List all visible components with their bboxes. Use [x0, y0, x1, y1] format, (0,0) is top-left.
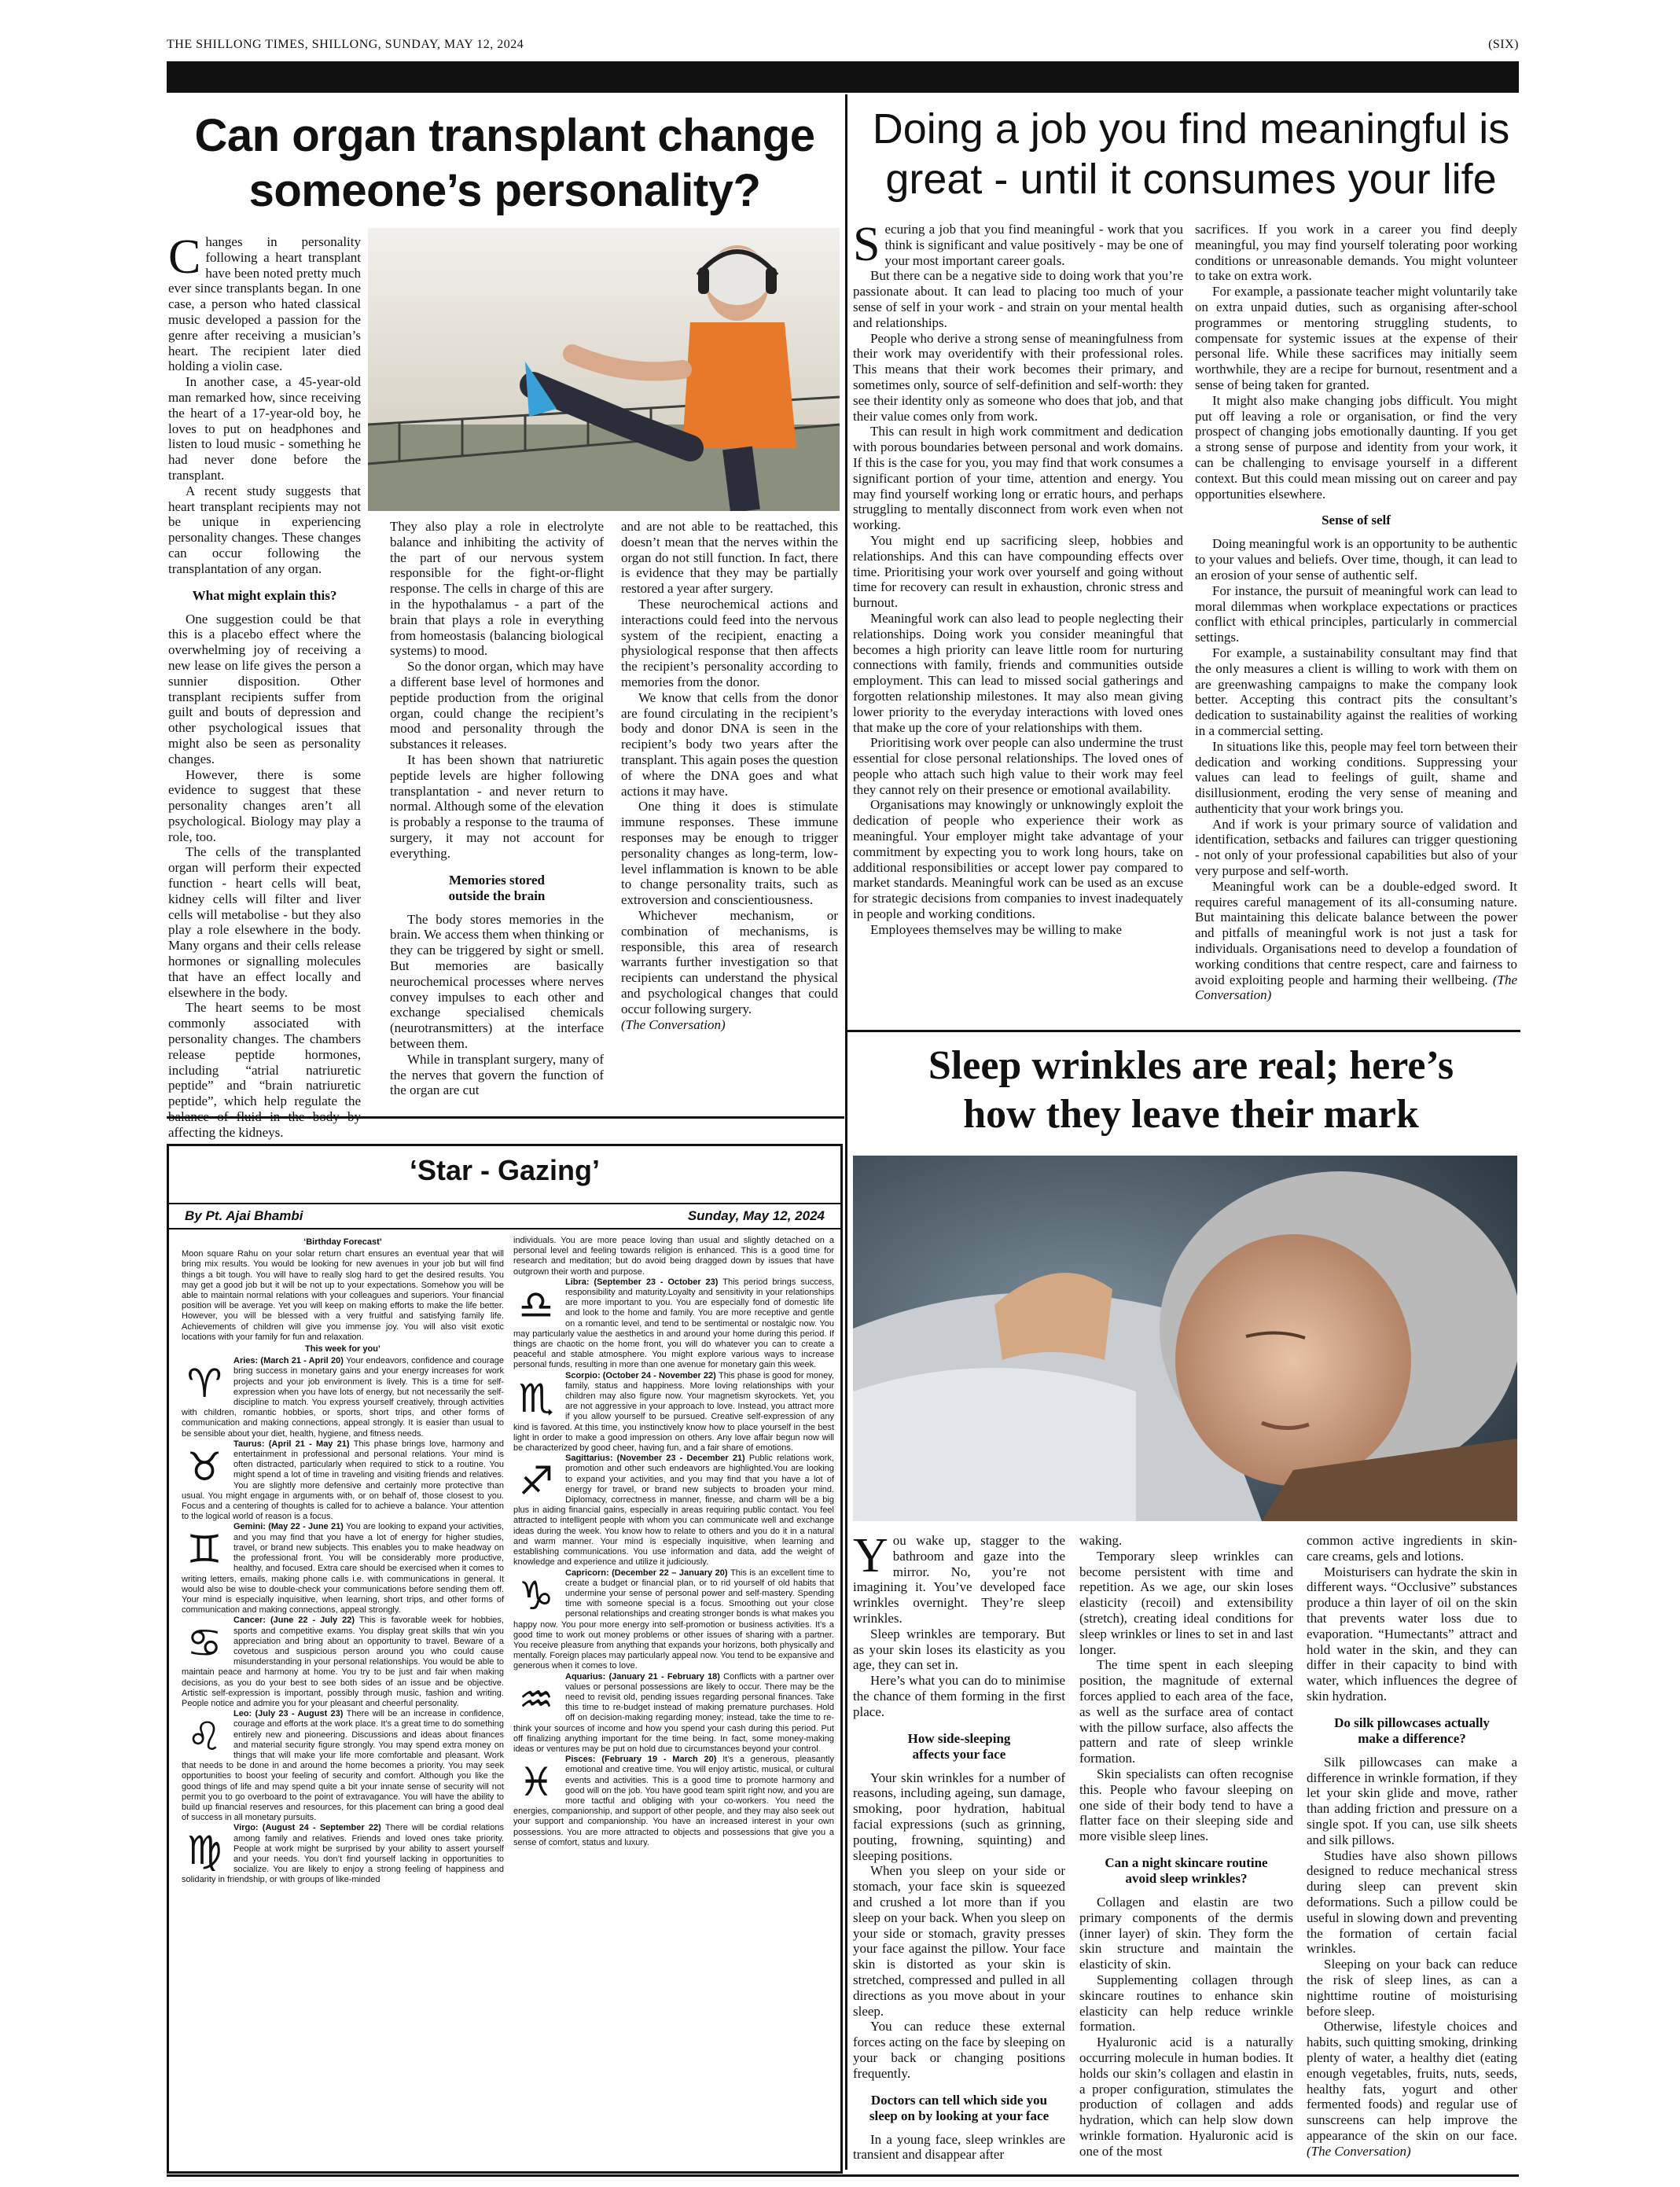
paragraph: Meaningful work can also lead to people neglecting their relationships. Doing work you consider meaningful that becomes a high priority can leave little room for nurturing connections with family, friends and communities outside employment. This can lead to missed social gatherings and forgotten relationship milestones. It may also mean giving lower priority to the everyday interactions with loved ones that make up the core of your relationships with them.: [853, 610, 1183, 735]
sign-text: You are looking to expand your activities, and you may find that you have a lot of energy for higher studies, travel, or brand new subjects. This enables you to make headway on the professional front. You will be considerably more productive, healthy, and focused. Extra care should be exercised when it comes to writing letters, emails, making phone calls i.e. with communications in general. It would also be wise to double-check your communications before sending them off. Your mind is especially inquisitive, when learning, short trips, and other forms of communication and making connections, appeal strongly.: [182, 1522, 504, 1615]
article3-col1: [853, 1529, 1065, 2163]
horoscope-text: individuals. You are more peace loving than usual and slightly detached on a personal level and feeling towards religion is enhanced. This is a good time for research and meditation; but do avoid being dragged down by issues that have outgrown their worth and purpose.: [513, 1236, 834, 1277]
paragraph: In another case, a 45-year-old man remarked how, since receiving the heart of a 17-year-old boy, he loves to put on headphones and listen to loud music - something he had never done before the transplant.: [168, 374, 361, 483]
photo-illustration: [368, 228, 840, 511]
paragraph: Sleep wrinkles are temporary. But as your skin loses its elasticity as you age, they can set in.: [853, 1626, 1065, 1673]
paragraph: For example, a sustainability consultant may find that the only measures a client is willing to work with them on are greenwashing campaigns to make the company look better. Accepting this contract pits the consultant’s dedication to sustainability against the realities of working in a commercial setting.: [1195, 645, 1517, 738]
paragraph: Silk pillowcases can make a difference in wrinkle formation, if they let your skin glide and move, rather than adding friction and pressure on a single spot. If you can, use silk sheets and silk pillows.: [1307, 1754, 1517, 1847]
photo-illustration: [853, 1156, 1517, 1521]
horoscope-entry: [182, 1615, 504, 1709]
article2-col1: [853, 218, 1183, 938]
subheading: Memories stored outside the brain: [448, 872, 546, 903]
paragraph: One thing it does is stimulate immune responses. These immune responses may be enough to trigger personality changes as long-term, low-level inflammation is known to be able to change personality traits, such as extroversion and conscientiousness.: [621, 799, 838, 908]
headline-line: someone’s personality?: [248, 165, 761, 216]
headline-line: Sleep wrinkles are real; here’s: [928, 1043, 1454, 1088]
paragraph: Doing meaningful work is an opportunity to be authentic to your values and beliefs. Over time, though, it can lead to an erosion of your sense of authentic self.: [1195, 536, 1517, 583]
section-divider: [847, 1030, 1520, 1032]
horoscope-entry: [513, 1454, 834, 1568]
paragraph: They also play a role in electrolyte balance and inhibiting the activity of the part of our nervous system responsible for the fight-or-flight response. The cells in charge of this are in the hypothalamus - a part of the brain that plays a role in everything from homeostasis (balancing biological systems) to mood.: [390, 519, 604, 659]
sign-name: Cancer: (June 22 - July 22): [233, 1615, 355, 1626]
subheading: Do silk pillowcases actually make a difference?: [1334, 1715, 1490, 1746]
paragraph: Meaningful work can be a double-edged sword. It requires careful management of its all-consuming nature. But maintaining this delicate balance between the power and pitfalls of meaningful work is not just a task for individuals. Organisations need to develop a foundation of working conditions that centre respect, care and fairness to avoid exploiting people and harming their wellbeing. (The Conversation): [1195, 878, 1517, 1003]
aquarius-icon: ♒: [518, 1676, 554, 1722]
sign-text: There will be an increase in confidence, courage and efforts at the work place. It’s a great time to do something entirely new and pioneering. Discussions and ideas about finances and material security figure strongly. You may spend extra money on things that will make your life more comfortable and pleasant. Work that needs to be done in and around the home becomes a priority. You may seek opportunities to boost your feeling of security and comfort. Although you like the good things of life and may spend quite a bit your innate sense of security will not permit you to go overboard to the point of extravagance. You will have the ability to build up financial reserves and resources, for this placement can bring a good deal of success in all monetary pursuits.: [182, 1709, 504, 1823]
masthead-date: THE SHILLONG TIMES, SHILLONG, SUNDAY, MAY 12, 2024: [167, 38, 524, 51]
paragraph: Your skin wrinkles for a number of reasons, including ageing, sun damage, smoking, poor hydration, habitual facial expressions (such as grinning, pouting, frowning, squinting) and sleeping positions.: [853, 1770, 1065, 1863]
top-black-bar: [167, 61, 1519, 93]
birthday-title: ‘Birthday Forecast’: [303, 1237, 382, 1247]
credit: (The Conversation): [621, 1016, 726, 1032]
credit: (The Conversation): [1195, 972, 1517, 1003]
paragraph: We know that cells from the donor are found circulating in the recipient’s body and donor DNA is seen in the recipient’s body two years after the transplant. This again poses the question of where the DNA goes and what actions it may have.: [621, 689, 838, 799]
paragraph: For example, a passionate teacher might voluntarily take on extra unpaid duties, such as organising after-school programmes or mentoring struggling students, to compensate for systemic issues at the expense of their personal life. While these sacrifices may initially seem worthwhile, they are a recipe for burnout, resentment and a sense of being taken for granted.: [1195, 284, 1517, 392]
drop-cap: C: [168, 230, 201, 284]
subheading: Doctors can tell which side you sleep on by looking at your face: [869, 2092, 1050, 2123]
paragraph: and are not able to be reattached, this doesn’t mean that the nerves within the organ do not still function. In fact, there is evidence that they may be partially restored a year after surgery.: [621, 519, 838, 597]
subheading: What might explain this?: [192, 587, 337, 603]
article3-col2: [1079, 1533, 1293, 2159]
horoscope-entry: [182, 1439, 504, 1523]
horoscope-entry: [182, 1823, 504, 1885]
paragraph: Hyaluronic acid is a naturally occurring molecule in human bodies. It holds our skin’s collagen and elastin in a proper configuration, stimulates the production of collagen and adds hydration, which can help slow down wrinkle formation. Hyaluronic acid is one of the most: [1079, 2034, 1293, 2159]
paragraph: People who derive a strong sense of meaningfulness from their work may overidentify with their professional roles. This means that their work becomes their primary, and sometimes only, source of self-definition and self-worth: they see their identity only as someone who does that job, and that their value comes only from work.: [853, 330, 1183, 424]
paragraph: Whichever mechanism, or combination of mechanisms, is responsible, this area of research warrants further investigation so that recipients can understand the physical and psychological changes that could occur following surgery.: [621, 907, 838, 1016]
sign-name: Gemini: (May 22 - June 21): [233, 1522, 344, 1532]
paragraph: In a young face, sleep wrinkles are transient and disappear after: [853, 2131, 1065, 2163]
article-headline: [849, 104, 1533, 204]
subheading: Can a night skincare routine avoid sleep wrinkles?: [1105, 1854, 1268, 1886]
drop-cap: Y: [853, 1529, 888, 1582]
birthday-forecast: Moon square Rahu on your solar return chart ensures an eventual year that will bring mix results. You would be looking for new avenues in your job but will find things a bit tough. You will have to really slog hard to get the desired results. You may get a good job but it will be not up to your expectations. Somehow you will be able to maintain normal relations with your colleagues and superiors. Your financial position will be average. Yet you will keep on making efforts to make the life better. However, you will be blessed with a very fruitful and satisfying family life. Achievements of children will give you immense joy. You will also visit exotic locations with your family for fun and relaxation.: [182, 1249, 504, 1342]
subheading: Sense of self: [1322, 513, 1391, 528]
article-headline: [849, 1042, 1533, 1139]
paragraph: For instance, the pursuit of meaningful work can lead to moral dilemmas when workplace expectations or practices conflict with ethical principles, particularly in commercial settings.: [1195, 583, 1517, 645]
paragraph: One suggestion could be that this is a placebo effect where the overwhelming joy of receiving a new lease on life gives the person a sunnier disposition. Other transplant recipients suffer from guilt and bouts of depression and other psychological issues that might also be seen as personality changes.: [168, 611, 361, 766]
gemini-icon: ♊: [186, 1527, 222, 1573]
horoscope-col-right: [513, 1236, 834, 1848]
page-number: (SIX): [1488, 38, 1519, 51]
pisces-icon: ♓: [518, 1759, 554, 1806]
paragraph: Securing a job that you find meaningful - work that you think is significant and value positively - may be one of your most important career goals.: [853, 218, 1183, 271]
paragraph: A recent study suggests that heart transplant recipients may not be unique in experiencing personality changes. These changes can occur following the transplantation of any organ.: [168, 483, 361, 576]
article3-col3: [1307, 1533, 1517, 2159]
paragraph: So the donor organ, which may have a different base level of hormones and peptide production from the original organ, could change the recipient’s mood and personality through the substances it releases.: [390, 659, 604, 752]
sign-text: Conflicts with a partner over values or personal possessions are likely to occur. There may be the need to revisit old, pending issues regarding personal finances. Take this time to re-budget instead of making premature purchases. Hold off on decision-making regarding money; instead, take the time to re-think your sources of income and how you spend your cash during this period. Put off finalizing anything important for the time being. In fact, some money-making ideas or ventures may be put on hold due to circumstances beyond your control.: [513, 1671, 834, 1754]
taurus-icon: ♉: [186, 1443, 222, 1490]
sign-name: Aquarius: (January 21 - February 18): [565, 1671, 720, 1682]
paragraph: The body stores memories in the brain. We access them when thinking or they can be triggered by sight or smell. But memories are basically neurochemical processes where nerves convey impulses to each other and exchange specialised chemicals (neurotransmitters) at the interface between them.: [390, 911, 604, 1051]
aries-icon: ♈: [186, 1361, 222, 1407]
sign-text: This phase brings love, harmony and entertainment in professional and personal relations. Your mind is often distracted, particularly when required to stick to a routine. You might spend a lot of time in traveling and visiting friends and relatives. You are slightly more defensive and certainly more protective than usual. You might engage in arguments with, or on behalf of, those closest to you. Focus and a centering of thoughts is called for to achieve a balance. Your attention to the logical world of reason is a focus.: [182, 1439, 504, 1522]
sleeping-woman-photo: [853, 1156, 1517, 1521]
sign-name: Taurus: (April 21 - May 21): [233, 1439, 350, 1449]
sign-text: Your endeavors, confidence and courage bring success in monetary gains and your energy increases for work projects and your job environment is lively. This is a time for self-expression when you have lots of energy, but not necessarily the self-discipline to match. You express yourself creatively, through activities with children, romantic hobbies, or sports, short trips, and other forms of communication and making connections, appeal strongly. It is easier than usual to be sensible about your diet, health, hygiene, and fitness needs.: [182, 1356, 504, 1439]
paragraph: Skin specialists can often recognise this. People who favour sleeping on one side of their body tend to have a flatter face on their sleeping side and more visible sleep lines.: [1079, 1766, 1293, 1844]
sign-text: Public relations work, promotion and other such endeavors are highlighted.You are looking to expand your activities, and you may find that you have a lot of energy for travel, or brand new subjects to broaden your mind. Diplomacy, correctness in manner, finesse, and charm will be a big plus in aiding financial gains, especially in areas requiring public contact. You feel attracted to intelligent people with whom you can communicate well and exchange ideas during the week. You know how to relate to others and you do it in a natural and warm manner. Your mind is especially inquisitive, when learning and establishing communications. You use information and data, add the weight of knowledge and experience and utilize it judiciously.: [513, 1454, 834, 1568]
article1-col2: [390, 519, 604, 1098]
paragraph: Studies have also shown pillows designed to reduce mechanical stress during sleep can prevent skin deformations. Such a pillow could be useful in slowing down and preventing the formation of certain facial wrinkles.: [1307, 1847, 1517, 1957]
paragraph: But there can be a negative side to doing work that you’re passionate about. It can lead to placing too much of your sense of self in your work - and strain on your mental health and relationships.: [853, 268, 1183, 330]
horoscope-entry: [513, 1371, 834, 1454]
sign-text: This is favorable week for hobbies, sports and competitive exams. You display great skills that win you appreciation and bring about an opportunity to travel. Beware of a covetous and suspicious person around you who could cause misunderstanding in your personal relationships. You would be able to maintain peace and harmony at home. You try to be just and fair when making decisions, as you do your best to see both sides of an issue and be objective. Artistic self-expression is important, possibly through music, fashion and writing. People notice and admire you for your pleasant and cheerful personality.: [182, 1615, 504, 1708]
paragraph: Prioritising work over people can also undermine the trust essential for close personal relationships. The loved ones of people who attach such high value to their work may feel they cannot rely on their presence or emotional availability.: [853, 735, 1183, 797]
headline-line: Can organ transplant change: [194, 110, 815, 161]
paragraph: [168, 230, 361, 374]
sign-text: This period brings success, responsibility and maturity.Loyalty and sensitivity in your relationships are more important to you. You are especially fond of domestic life and look to the home and family. You are more receptive and gentle on a romantic level, and tend to be sentimental or nostalgic now. You may particularly value the aesthetics in and around your home during this period. If things are chaotic on the home front, you will do whatever you can to create a peaceful and stable atmosphere. You might explore various ways to increase personal funds, resulting in more than one avenue for monetary gain this week.: [513, 1277, 835, 1370]
sign-text: This is an excellent time to create a budget or financial plan, or to rid yourself of old habits that undermine your sense of personal power and self-mastery. Spending time with someone special is a focus. Smoothing out your close personal relationships and creating stronger bonds is what makes you happy now. You pour more energy into self-promotion or business activities. It’s a good time to work out money problems or other issues of sharing with a partner. You receive pleasure from anything that expands your horizons, both physically and mentally. Foreign places may particularly appeal now. You tend to be expansive and generous when it comes to love.: [513, 1568, 834, 1671]
horoscope-col-left: [182, 1236, 504, 1886]
horoscope-byline: [169, 1203, 840, 1229]
capricorn-icon: ♑: [518, 1572, 554, 1619]
paragraph: waking.: [1079, 1533, 1123, 1548]
paragraph: However, there is some evidence to suggest that these personality changes aren’t all psychological. Biology may play a role, too.: [168, 766, 361, 844]
paragraph: The heart seems to be most commonly associated with personality changes. The chambers release peptide hormones, including “atrial natriuretic peptide” and “brain natriuretic peptide”, which help regulate the balance of fluid in the body by affecting the kidneys.: [168, 1000, 361, 1140]
horoscope-entry: [513, 1755, 834, 1848]
sign-text: This phase is good for money, family, status and happiness. More loving relationships with your children may also figure now. Your magnetism skyrockets. Yet, you are not aggressive in your approach to love. Instead, you attract more if you allow yourself to be pursued. Creative self-expression of any kind is favored. At this time, you instinctively know how to place yourself in the best light in order to make a good impression on others. Any love affair begun now will be characterized by good cheer, having fun, and a fair share of emotions.: [513, 1370, 834, 1454]
horoscope-entry: [513, 1568, 834, 1672]
date: Sunday, May 12, 2024: [687, 1208, 825, 1223]
sign-name: Leo: (July 23 - August 23): [233, 1709, 344, 1719]
paragraph: sacrifices. If you work in a career you find deeply meaningful, you may find yourself tolerating poor working conditions or unreasonable demands. You might volunteer to take on extra work.: [1195, 222, 1517, 284]
sign-name: Capricorn: (December 22 – January 20): [565, 1568, 728, 1578]
paragraph: These neurochemical actions and interactions could feed into the nervous system of the recipient, enacting a physiological response that then affects the recipient’s personality according to memories from the donor.: [621, 596, 838, 689]
sign-name: Libra: (September 23 - October 23): [565, 1277, 719, 1287]
masthead: [167, 31, 1519, 58]
paragraph: It has been shown that natriuretic peptide levels are higher following transplantation - and never return to normal. Although some of the elevation is probably a response to the trauma of surgery, it may not account for everything.: [390, 752, 604, 861]
horoscope-title: ‘Star - Gazing’: [409, 1154, 601, 1186]
paragraph: Supplementing collagen through skincare routines to enhance skin elasticity can help reduce wrinkle formation.: [1079, 1972, 1293, 2034]
article-headline: [167, 108, 843, 219]
libra-icon: ♎: [518, 1281, 554, 1328]
paragraph: Collagen and elastin are two primary components of the dermis (inner layer) of skin. They form the skin structure and maintain the elasticity of skin.: [1079, 1894, 1293, 1972]
paragraph: This can result in high work commitment and dedication with porous boundaries between personal and work domains. If this is the case for you, you may find that work consumes a significant portion of your time, attention and energy. You may find yourself working long or erratic hours, and perhaps struggling to mentally disconnect from work even when not working.: [853, 424, 1183, 533]
paragraph: Moisturisers can hydrate the skin in different ways. “Occlusive” substances produce a thin layer of oil on the skin that prevents water loss due to evaporation. “Humectants” attract and hold water in the skin, and they can differ in their capacity to bind with water, which influences the degree of skin hydration.: [1307, 1564, 1517, 1704]
paragraph: Otherwise, lifestyle choices and habits, such quitting smoking, drinking plenty of water, a healthy diet (eating enough vegetables, fruits, nuts, seeds, healthy fats, yogurt and other fermented foods) and regular use of sunscreens can help improve the appearance of the skin on our face. (The Conversation): [1307, 2019, 1517, 2159]
horoscope-entry: [513, 1277, 834, 1371]
cancer-icon: ♋: [186, 1620, 222, 1667]
paragraph: In situations like this, people may feel torn between their dedication and working conditions. Suppressing your values can lead to feelings of guilt, shame and disillusionment, eroding the very sense of meaning and authenticity that your work brings you.: [1195, 738, 1517, 816]
paragraph: Employees themselves may be willing to make: [870, 921, 1123, 937]
credit: (The Conversation): [1307, 2143, 1411, 2159]
author: By Pt. Ajai Bhambi: [185, 1208, 303, 1223]
paragraph: common active ingredients in skin-care creams, gels and lotions.: [1307, 1533, 1517, 1564]
paragraph: Sleeping on your back can reduce the risk of sleep lines, as can a nighttime routine of moisturising before sleep.: [1307, 1957, 1517, 2019]
paragraph: Organisations may knowingly or unknowingly exploit the dedication of people who experience their work as meaningful. Your employer might take advantage of your commitment by expecting you to work long hours, take on additional responsibilities or accept lower pay compared to market standards. Meaningful work can be used as an excuse for strategic decisions from companies to invest inadequately in people and working conditions.: [853, 797, 1183, 922]
leo-icon: ♌: [186, 1714, 222, 1760]
sign-name: Scorpio: (October 24 - November 22): [565, 1370, 716, 1380]
sign-name: Pisces: (February 19 - March 20): [565, 1755, 717, 1765]
sign-text: There will be cordial relations among family and relatives. Friends and loved ones take priority. People at work might be surprised by your ability to assert yourself and your needs. You don’t find yourself lacking in opportunities to socialize. You are likely to enjoy a strong feeling of happiness and solidarity in friendship, or with groups of like-minded: [182, 1823, 504, 1885]
column-divider: [845, 94, 847, 2170]
bottom-rule: [167, 2174, 1519, 2177]
horoscope-entry: [182, 1709, 504, 1823]
scorpio-icon: ♏: [518, 1375, 554, 1421]
paragraph: You might end up sacrificing sleep, hobbies and relationships. And this can have compounding effects over time. Prioritising your work over yourself and going without time for recovery can result in exhaustion, chronic stress and burnout.: [853, 532, 1183, 611]
article2-col2: [1195, 222, 1517, 1003]
sign-name: Aries: (March 21 - April 20): [233, 1356, 344, 1366]
paragraph: And if work is your primary source of validation and identification, setbacks and failures can trigger questioning - not only of your professional capabilities but also of your very purpose and self-worth.: [1195, 816, 1517, 879]
headline-line: Doing a job you find meaningful is: [872, 105, 1510, 153]
article1-col1: [168, 230, 361, 1141]
virgo-icon: ♍: [186, 1828, 222, 1874]
headline-line: how they leave their mark: [963, 1092, 1419, 1137]
week-title: This week for you’: [305, 1344, 380, 1354]
article1-col3: [621, 519, 838, 1032]
horoscope-entry: [182, 1356, 504, 1439]
drop-cap: S: [853, 218, 880, 271]
horoscope-box: [167, 1144, 843, 2174]
paragraph: When you sleep on your side or stomach, your face skin is squeezed and crushed a lot more than if you sleep on your back. When you sleep on your side or stomach, gravity presses your face against the pillow. Your face skin is distorted as your skin is stretched, compressed and pulled in all directions as you move about in your sleep.: [853, 1863, 1065, 2019]
paragraph: You can reduce these external forces acting on the face by sleeping on your back or changing positions frequently.: [853, 2019, 1065, 2081]
sagittarius-icon: ♐: [518, 1458, 554, 1505]
subheading: How side-sleeping affects your face: [907, 1730, 1011, 1762]
headline-line: great - until it consumes your life: [885, 156, 1497, 203]
sign-text: It’s a generous, pleasantly emotional and creative time. You will enjoy artistic, musical, or cultural events and activities. This is a good time to promote harmony and good will on the job. You have good team spirit right now, and you are more tactful and obliging with your co-workers. You need the energies, companionship, and support of other people, and they may also seek out your support and companionship. You have an increased interest in your own possessions. You are more attracted to objects and possessions that give you a sense of comfort, status and luxury.: [513, 1755, 834, 1847]
paragraph: The cells of the transplanted organ will perform their expected function - heart cells will beat, kidney cells will filter and liver cells will metabolise - but they also play a role elsewhere in the body. Many organs and their cells release hormones or signalling molecules that have an effect locally and elsewhere in the body.: [168, 844, 361, 1000]
paragraph: You wake up, stagger to the bathroom and gaze into the mirror. No, you’re not imagining it. You’ve developed face wrinkles overnight. They’re sleep wrinkles.: [853, 1529, 1065, 1626]
sign-name: Virgo: (August 24 - September 22): [233, 1823, 381, 1833]
horoscope-entry: [513, 1672, 834, 1755]
runner-stretching-photo: [368, 228, 840, 511]
sign-name: Sagittarius: (November 23 - December 21): [565, 1454, 745, 1464]
paragraph: While in transplant surgery, many of the nerves that govern the function of the organ are cut: [390, 1051, 604, 1098]
paragraph: Here’s what you can do to minimise the chance of them forming in the first place.: [853, 1673, 1065, 1719]
paragraph: Temporary sleep wrinkles can become persistent with time and repetition. As we age, our skin loses elasticity (recoil) and extensibility (stretch), creating ideal conditions for sleep wrinkles or lines to set in and last longer.: [1079, 1548, 1293, 1657]
paragraph: It might also make changing jobs difficult. You might put off leaving a role or organisation, or find the very prospect of changing jobs emotionally daunting. If you get a strong sense of purpose and identity from your work, it can be challenging to envisage yourself in a different context. But this could mean missing out on career and pay opportunities elsewhere.: [1195, 392, 1517, 502]
horoscope-entry: [182, 1522, 504, 1615]
text: hanges in personality following a heart transplant have been noted pretty much ever since transplants began. In one case, a person who hated classical music developed a passion for the genre after receiving a musician’s heart. The recipient later died holding a violin case.: [168, 234, 361, 374]
paragraph: The time spent in each sleeping position, the magnitude of external forces applied to each area of the face, as well as the surface area of contact with the pillow surface, also affects the pattern and rate of sleep wrinkle formation.: [1079, 1657, 1293, 1766]
